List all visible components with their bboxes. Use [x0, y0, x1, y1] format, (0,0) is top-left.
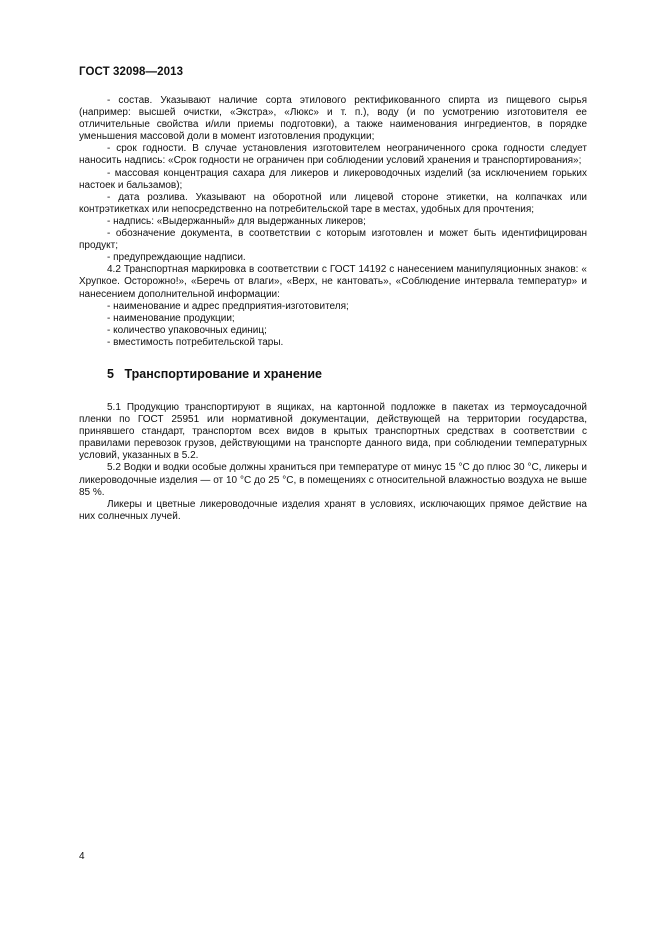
paragraph: Ликеры и цветные ликероводочные изделия хранят в условиях, исключающих прямое действие на них солнечных лучей.: [79, 498, 587, 522]
list-item: - состав. Указывают наличие сорта этилового ректификованного спирта из пищевого сырья (например: высшей очистки, «Экстра», «Люкс» и т. п.), воду (и по усмотрению изготовителя ее отличительные свойства и/или приемы подготовки), а также наименования ингредиентов, в порядке уменьшения массовой доли в момент изготовления продукции;: [79, 95, 587, 143]
list-item: - массовая концентрация сахара для ликеров и ликероводочных изделий (за исключением горьких настоек и бальзамов);: [79, 167, 587, 191]
section-title: Транспортирование и хранение: [124, 366, 322, 381]
list-item: - обозначение документа, в соответствии с которым изготовлен и может быть идентифицирован продукт;: [79, 228, 587, 252]
list-item: - наименование и адрес предприятия-изготовителя;: [107, 300, 349, 312]
section-number: 5: [107, 366, 114, 381]
section-heading: [79, 367, 587, 382]
page-number: 4: [79, 851, 85, 862]
list-item: - надпись: «Выдержанный» для выдержанных ликеров;: [107, 215, 366, 227]
paragraph: 5.2 Водки и водки особые должны храниться при температуре от минус 15 °С до плюс 30 °С, ликеры и ликероводочные изделия — от 10 °С до 25 °С, в помещениях с относительной влажностью воздуха не выше 85 %.: [79, 462, 587, 498]
document-body: [79, 95, 587, 523]
list-item: - срок годности. В случае установления изготовителем неограниченного срока годности следует наносить надпись: «Срок годности не ограничен при соблюдении условий хранения и транспортирования»;: [79, 143, 587, 167]
list-item: - вместимость потребительской тары.: [107, 336, 284, 348]
list-item: - предупреждающие надписи.: [107, 252, 246, 264]
paragraph: 5.1 Продукцию транспортируют в ящиках, на картонной подложке в пакетах из термоусадочной пленки по ГОСТ 25951 или нормативной документации, действующей на территории государства, принявшего стандарт, транспортом всех видов в крытых транспортных средствах в соответствии с правилами перевозок грузов, действующими на транспорте данного вида, при соблюдении температурных условий, указанных в 5.2.: [79, 401, 587, 462]
list-item: - дата розлива. Указывают на оборотной или лицевой стороне этикетки, на колпачках или контрэтикетках или непосредственно на потребительской таре в местах, удобных для прочтения;: [79, 191, 587, 215]
list-item: - наименование продукции;: [107, 312, 235, 324]
list-item: - количество упаковочных единиц;: [107, 324, 267, 336]
page-header: ГОСТ 32098—2013: [79, 66, 184, 78]
paragraph: 4.2 Транспортная маркировка в соответствии с ГОСТ 14192 с нанесением манипуляционных знаков: « Хрупкое. Осторожно!», «Беречь от влаги», «Верх, не кантовать», «Соблюдение интервала температур» и нанесением дополнительной информации:: [79, 264, 587, 300]
